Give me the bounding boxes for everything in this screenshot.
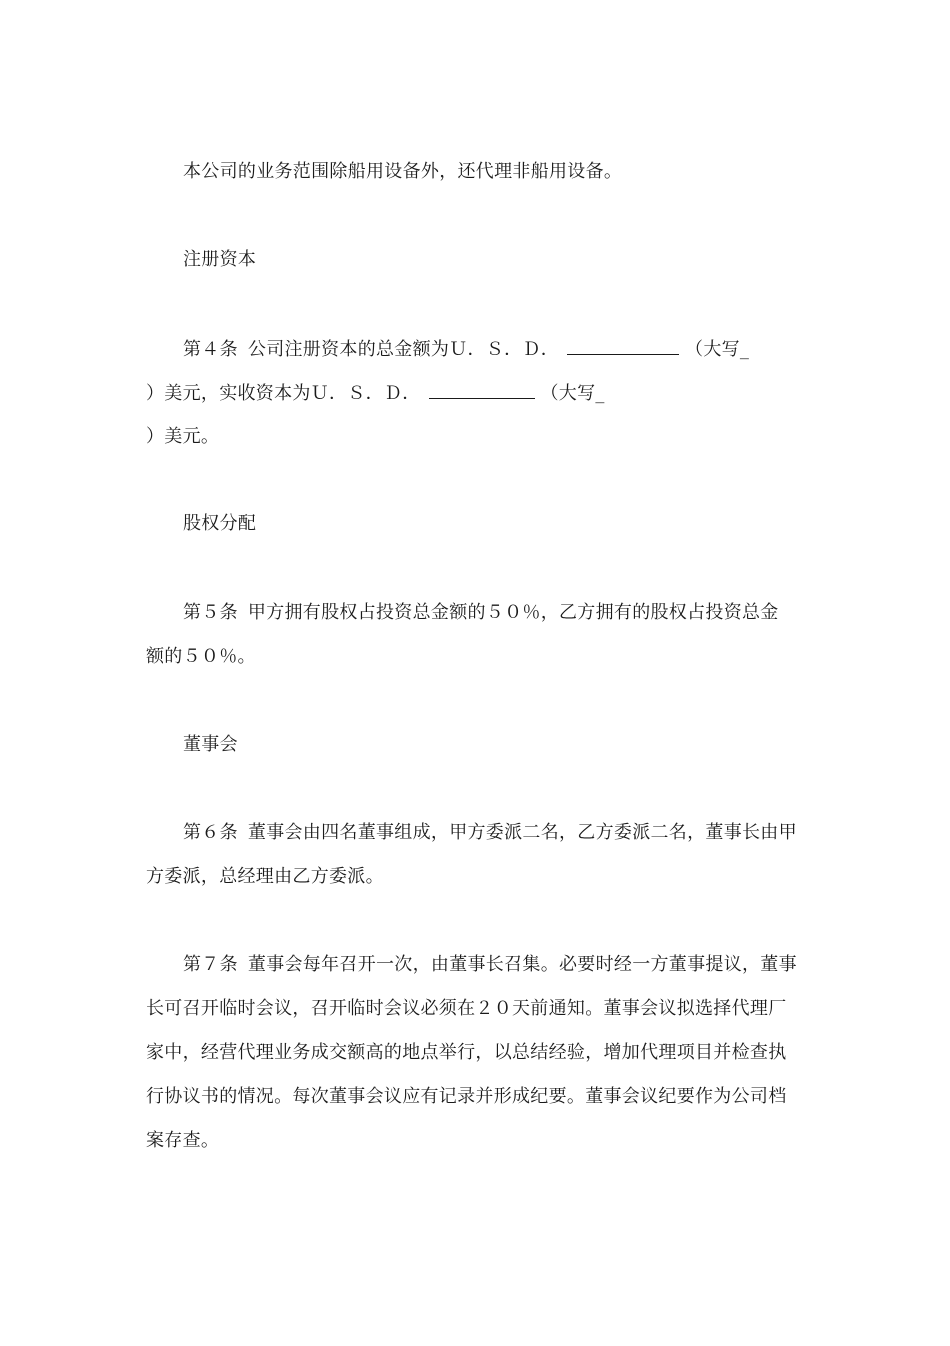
article-7-line-3: 家中，经营代理业务成交额高的地点举行，以总结经验，增加代理项目并检查执 (146, 1042, 787, 1063)
article-4-label: 第４条 (183, 339, 238, 360)
article-5-label: 第５条 (183, 602, 238, 623)
article-6-label: 第６条 (183, 822, 238, 843)
article-7-text-1: 董事会每年召开一次，由董事长召集。必要时经一方董事提议，董事 (247, 954, 797, 975)
heading-equity-distribution: 股权分配 (183, 513, 257, 534)
article-6-line-2: 方委派，总经理由乙方委派。 (146, 866, 384, 887)
article-5-text-1: 甲方拥有股权占投资总金额的５０％，乙方拥有的股权占投资总金 (247, 602, 779, 623)
article-4-line-3: ）美元。 (146, 426, 220, 447)
article-4-text-2: ）美元，实收资本为Ｕ．Ｓ．Ｄ． (146, 383, 421, 404)
article-7-label: 第７条 (183, 954, 238, 975)
article-4-line-1 (183, 336, 749, 363)
paragraph-business-scope: 本公司的业务范围除船用设备外，还代理非船用设备。 (183, 161, 623, 182)
article-5-line-2: 额的５０％。 (146, 646, 256, 667)
article-7-line-1 (183, 952, 797, 978)
blank-paid-capital-field[interactable] (429, 380, 535, 399)
article-7-line-4: 行协议书的情况。每次董事会议应有记录并形成纪要。董事会议纪要作为公司档 (146, 1086, 787, 1107)
heading-registered-capital: 注册资本 (183, 249, 257, 270)
heading-board-of-directors: 董事会 (183, 734, 238, 755)
article-4-line-2 (146, 380, 605, 407)
article-7-line-5: 案存查。 (146, 1130, 220, 1151)
article-5-line-1 (183, 600, 779, 626)
article-6-text-1: 董事会由四名董事组成，甲方委派二名，乙方委派二名，董事长由甲 (247, 822, 797, 843)
blank-total-capital-field[interactable] (567, 336, 679, 355)
article-7-line-2: 长可召开临时会议，召开临时会议必须在２０天前通知。董事会议拟选择代理厂 (146, 998, 787, 1019)
article-4-uppercase-2: （大写_ (540, 383, 605, 404)
article-4-text-1: 公司注册资本的总金额为Ｕ．Ｓ．Ｄ． (247, 339, 560, 360)
article-6-line-1 (183, 820, 797, 846)
article-4-uppercase-1: （大写_ (685, 339, 750, 360)
